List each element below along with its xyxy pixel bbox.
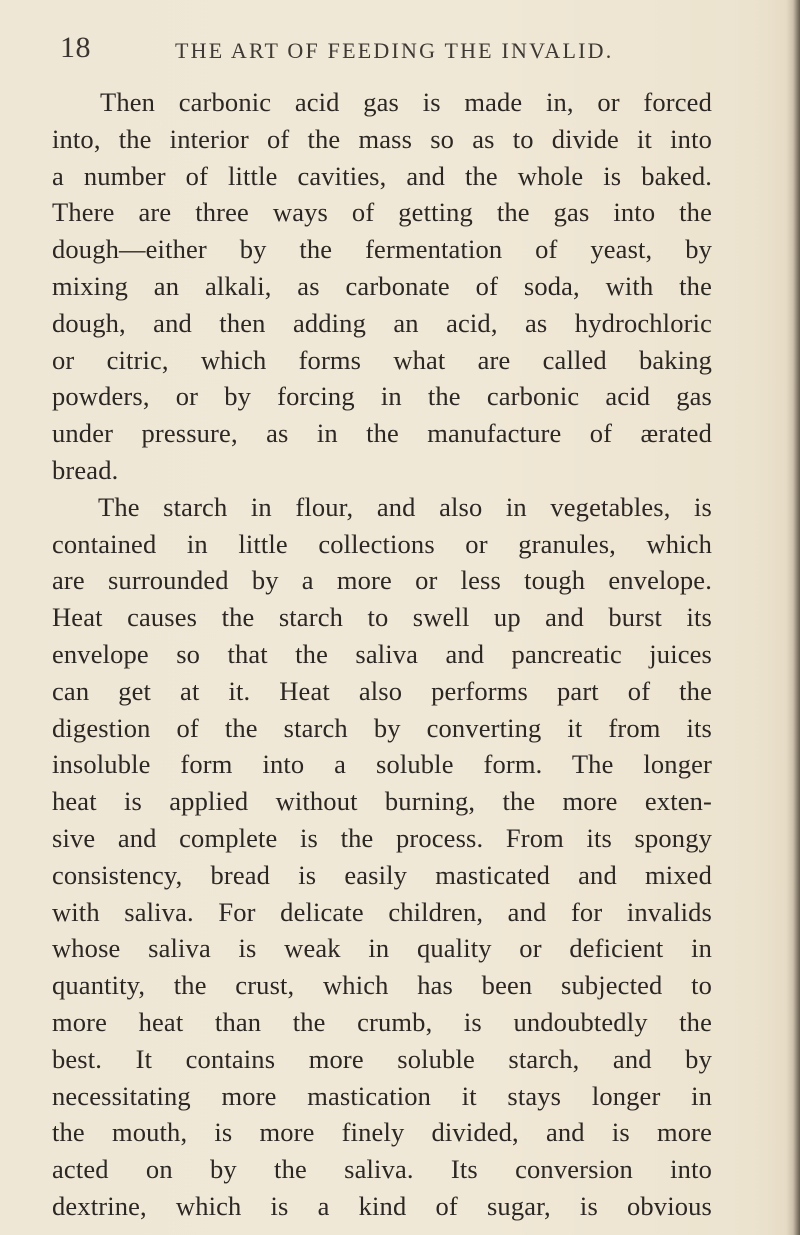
text-line: necessitating more mastication it stays longer in bbox=[52, 1080, 712, 1111]
text-line: acted on by the saliva. Its conversion into bbox=[52, 1154, 712, 1185]
text-line: can get at it. Heat also performs part of the bbox=[52, 675, 712, 706]
text-line: bread. bbox=[52, 454, 119, 485]
text-line: quantity, the crust, which has been subjected to bbox=[52, 970, 712, 1001]
text-line: with saliva. For delicate children, and for invalids bbox=[52, 896, 712, 927]
text-line: dough—either by the fermentation of yeast, by bbox=[52, 234, 712, 265]
text-line: contained in little collections or granules, which bbox=[52, 528, 712, 559]
text-line: heat is applied without burning, the more exten- bbox=[52, 786, 712, 817]
text-line: The starch in flour, and also in vegetables, is bbox=[98, 491, 712, 522]
text-line: consistency, bread is easily masticated and mixed bbox=[52, 859, 712, 890]
text-line: into, the interior of the mass so as to divide it into bbox=[52, 123, 712, 154]
page-edge-shadow bbox=[786, 0, 800, 1235]
page-number: 18 bbox=[60, 31, 91, 64]
text-line: digestion of the starch by converting it from its bbox=[52, 712, 712, 743]
text-line: mixing an alkali, as carbonate of soda, with the bbox=[52, 270, 712, 301]
page-header bbox=[60, 28, 700, 68]
text-line: Heat causes the starch to swell up and burst its bbox=[52, 602, 712, 633]
body-text bbox=[52, 84, 712, 1225]
text-line: a number of little cavities, and the whole is baked. bbox=[52, 160, 712, 191]
text-line: more heat than the crumb, is undoubtedly the bbox=[52, 1006, 712, 1037]
text-line: dextrine, which is a kind of sugar, is obvious bbox=[52, 1190, 712, 1221]
text-line: or citric, which forms what are called baking bbox=[52, 344, 712, 375]
running-title: THE ART OF FEEDING THE INVALID. bbox=[175, 38, 614, 63]
text-line: sive and complete is the process. From its spongy bbox=[52, 822, 712, 853]
text-line: best. It contains more soluble starch, and by bbox=[52, 1043, 712, 1074]
text-line: whose saliva is weak in quality or deficient in bbox=[52, 933, 712, 964]
text-line: the mouth, is more finely divided, and is more bbox=[52, 1117, 712, 1148]
text-line: dough, and then adding an acid, as hydrochloric bbox=[52, 307, 712, 338]
text-line: powders, or by forcing in the carbonic acid gas bbox=[52, 381, 712, 412]
text-line: Then carbonic acid gas is made in, or forced bbox=[100, 87, 712, 117]
text-line: There are three ways of getting the gas into the bbox=[52, 197, 712, 228]
text-line: insoluble form into a soluble form. The longer bbox=[52, 749, 712, 780]
text-line: are surrounded by a more or less tough envelope. bbox=[52, 565, 712, 596]
text-line: under pressure, as in the manufacture of ærated bbox=[52, 418, 712, 449]
text-line: envelope so that the saliva and pancreatic juices bbox=[52, 638, 712, 669]
